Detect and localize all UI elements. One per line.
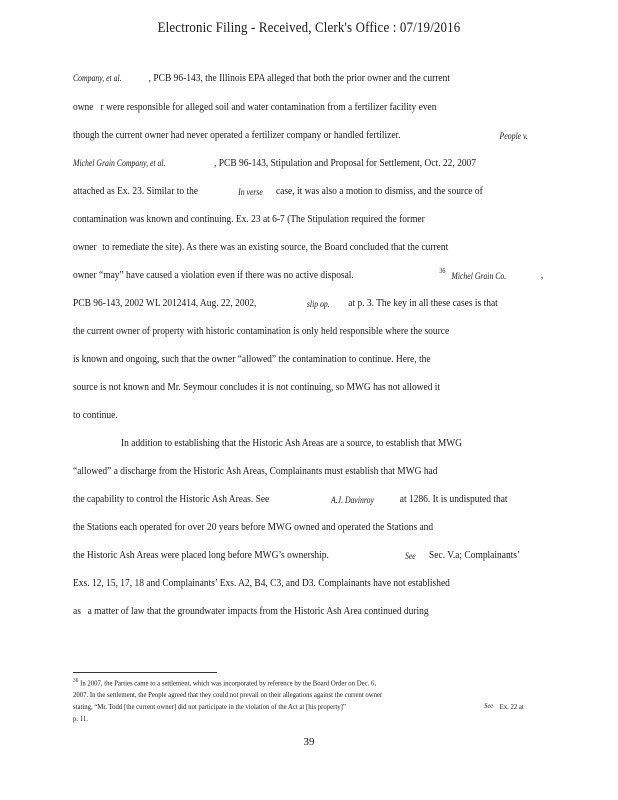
body-line bbox=[73, 297, 498, 309]
case-citation: slip op. bbox=[306, 299, 330, 309]
line-text: , bbox=[540, 269, 544, 281]
body-line: Exs. 12, 15, 17, 18 and Complainants’ Exs. A2, B4, C3, and D3. Complainants have not established bbox=[73, 577, 450, 589]
footnote-line bbox=[73, 678, 376, 688]
case-citation: Michel Grain Co. bbox=[451, 271, 507, 281]
page-number: 39 bbox=[303, 736, 315, 748]
body-line: the current owner of property with historic contamination is only held responsible where the source bbox=[73, 325, 450, 337]
line-text: to remediate the site). As there was an existing source, the Board concluded that the current bbox=[102, 241, 449, 253]
line-text: at 1286. It is undisputed that bbox=[399, 493, 508, 505]
line-text: , PCB 96-143, Stipulation and Proposal for Settlement, Oct. 22, 2007 bbox=[214, 157, 477, 169]
body-line bbox=[73, 605, 429, 617]
case-citation: A.J. Davinroy bbox=[331, 495, 374, 505]
body-line: contamination was known and continuing. Ex. 23 at 6-7 (The Stipulation required the former bbox=[73, 213, 425, 225]
body-line bbox=[73, 549, 521, 561]
line-text: as bbox=[73, 605, 81, 617]
body-line: the Stations each operated for over 20 years before MWG owned and operated the Stations and bbox=[73, 521, 434, 533]
line-text: PCB 96-143, 2002 WL 2012414, Aug. 22, 2002, bbox=[73, 297, 257, 309]
line-text: a matter of law that the groundwater impacts from the Historic Ash Area continued during bbox=[87, 605, 429, 617]
case-citation: Michel Grain Company, et al. bbox=[73, 158, 166, 168]
body-line bbox=[73, 72, 450, 84]
line-text: , PCB 96-143, the Illinois EPA alleged that both the prior owner and the current bbox=[148, 72, 450, 84]
footnote-line: p. 11. bbox=[73, 714, 88, 723]
body-line bbox=[73, 101, 437, 113]
line-text: though the current owner had never operated a fertilizer company or handled fertilizer. bbox=[73, 129, 401, 141]
footnote-line bbox=[73, 702, 524, 711]
footnote-text: In 2007, the Parties came to a settlement, which was incorporated by reference by the Board Order on Dec. 6, bbox=[80, 678, 377, 688]
body-line bbox=[73, 185, 483, 197]
signal-see: See bbox=[404, 551, 416, 561]
line-text: owner “may” have caused a violation even if there was no active disposal. bbox=[73, 269, 354, 281]
body-line bbox=[73, 129, 528, 141]
body-line bbox=[73, 157, 477, 169]
footnote-text: stating, “Mr. Todd [the current owner] did not participate in the violation of the Act at [his property]” bbox=[73, 702, 346, 711]
body-line bbox=[73, 241, 449, 253]
paragraph-start: In addition to establishing that the Historic Ash Areas are a source, to establish that MWG bbox=[121, 437, 463, 449]
line-text: the capability to control the Historic Ash Areas. See bbox=[73, 493, 270, 505]
line-text: owne bbox=[73, 101, 94, 113]
filing-header: Electronic Filing - Received, Clerk's Office : 07/19/2016 bbox=[157, 20, 461, 36]
footnote-text: Ex. 22 at bbox=[499, 702, 524, 711]
line-text: attached as Ex. 23. Similar to the bbox=[73, 185, 199, 197]
body-line: source is not known and Mr. Seymour concludes it is not continuing, so MWG has not allowed it bbox=[73, 381, 441, 393]
footnote-number: 36 bbox=[73, 678, 79, 684]
line-text: the Historic Ash Areas were placed long before MWG’s ownership. bbox=[73, 549, 329, 561]
body-line: to continue. bbox=[73, 409, 118, 421]
line-text: r were responsible for alleged soil and water contamination from a fertilizer facility even bbox=[100, 101, 437, 113]
line-text: case, it was also a motion to dismiss, and the source of bbox=[275, 185, 483, 197]
case-citation: Company, et al. bbox=[73, 73, 122, 83]
line-text: Sec. V.a; Complainants’ bbox=[429, 549, 521, 561]
case-citation: People v. bbox=[499, 131, 528, 141]
body-line bbox=[73, 267, 544, 281]
footnote-divider bbox=[73, 672, 217, 673]
footnote-line: 2007. In the settlement, the People agreed that they could not prevail on their allegations against the current owner bbox=[73, 690, 383, 699]
body-line: is known and ongoing, such that the owner “allowed” the contamination to continue. Here, the bbox=[73, 353, 431, 365]
footnote-ref: 36 bbox=[439, 267, 446, 275]
line-text: owner bbox=[73, 241, 97, 253]
body-line bbox=[73, 493, 508, 505]
body-line: “allowed” a discharge from the Historic Ash Areas, Complainants must establish that MWG had bbox=[73, 465, 438, 477]
case-citation: In verse bbox=[238, 187, 263, 197]
signal-see: See bbox=[484, 702, 494, 710]
line-text: at p. 3. The key in all these cases is that bbox=[348, 297, 498, 309]
